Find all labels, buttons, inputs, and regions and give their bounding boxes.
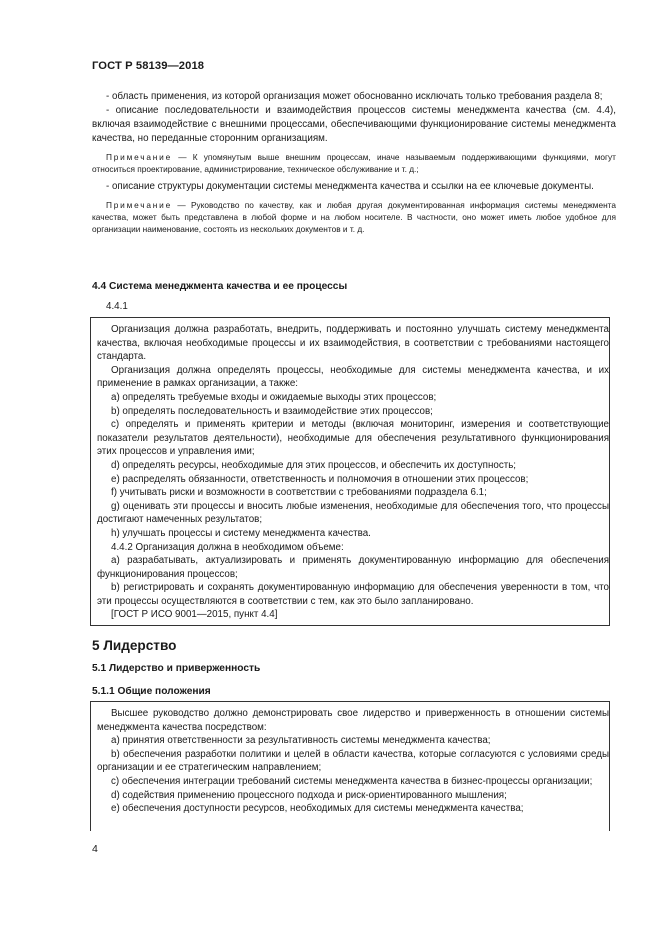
intro-block bbox=[92, 90, 616, 235]
section-heading: 5.1.1 Общие положения bbox=[92, 686, 211, 697]
box-paragraph: h) улучшать процессы и систему менеджмента качества. bbox=[111, 527, 371, 539]
box-paragraph: c) обеспечения интеграции требований системы менеджмента качества в бизнес-процессы организации; bbox=[111, 775, 593, 787]
box-paragraph: 4.4.2 Организация должна в необходимом объеме: bbox=[111, 541, 344, 553]
box-paragraph: b) обеспечения разработки политики и целей в области качества, которые согласуются с условиями среды организации и ее стратегическим направлением; bbox=[97, 748, 609, 774]
note-label: Примечание bbox=[106, 200, 173, 210]
note-text: — Руководство по качеству, как и любая другая документированная информация системы менеджмента качества, может быть представлена в любой форме и на любом носителе. В частности, оно может иметь любое удобное для организации наименование, состоять из нескольких документов и т. д. bbox=[92, 200, 616, 234]
paragraph: - описание структуры документации системы менеджмента качества и ссылки на ее ключевые документы. bbox=[106, 181, 594, 192]
box-paragraph: Высшее руководство должно демонстрировать свое лидерство и приверженность в отношении системы менеджмента качества посредством: bbox=[97, 708, 609, 733]
chapter-heading: 5 Лидерство bbox=[92, 638, 177, 653]
paragraph: - область применения, из которой организация может обоснованно исключать только требования раздела 8; bbox=[106, 91, 603, 102]
note-text: — К упомянутым выше внешним процессам, иначе называемым поддерживающими функциями, могут относиться проектирование, администрирование, техническое обслуживание и т. д.; bbox=[92, 152, 616, 174]
box-paragraph: e) распределять обязанности, ответственность и полномочия в отношении этих процессов; bbox=[111, 473, 529, 485]
paragraph: - описание последовательности и взаимодействия процессов системы менеджмента качества (см. 4.4), включая взаимодействие с внешними процессами, обеспечивающими функционирование системы менеджмента качества, но переданные сторонним организациям. bbox=[92, 105, 616, 144]
quoted-requirements-box bbox=[90, 701, 610, 831]
box-paragraph: d) определять ресурсы, необходимые для этих процессов, и обеспечить их доступность; bbox=[111, 459, 517, 471]
box-paragraph: [ГОСТ Р ИСО 9001—2015, пункт 4.4] bbox=[111, 609, 278, 621]
note bbox=[92, 199, 616, 235]
box-paragraph: a) разрабатывать, актуализировать и применять документированную информацию для обеспечения функционирования процессов; bbox=[97, 555, 609, 580]
box-paragraph: e) обеспечения доступности ресурсов, необходимых для системы менеджмента качества; bbox=[111, 803, 524, 815]
box-paragraph: a) определять требуемые входы и ожидаемые выходы этих процессов; bbox=[111, 391, 437, 403]
box-paragraph: d) содействия применению процессного подхода и риск-ориентированного мышления; bbox=[111, 789, 507, 801]
note bbox=[92, 151, 616, 175]
box-paragraph: b) определять последовательность и взаимодействие этих процессов; bbox=[111, 405, 433, 417]
box-paragraph: f) учитывать риски и возможности в соответствии с требованиями подраздела 6.1; bbox=[111, 487, 487, 499]
page-number: 4 bbox=[92, 843, 98, 855]
box-paragraph: b) регистрировать и сохранять документированную информацию для обеспечения уверенности в том, что эти процессы осуществляются в соответствии с тем, как это было запланировано. bbox=[97, 582, 609, 607]
section-heading: 5.1 Лидерство и приверженность bbox=[92, 663, 261, 674]
box-paragraph: c) определять и применять критерии и методы (включая мониторинг, измерения и соответствующие показатели результатов деятельности), необходимые для обеспечения результативного функционирования этих процессов и управления ими; bbox=[97, 419, 609, 458]
quoted-requirements-box bbox=[90, 317, 610, 626]
section-heading: 4.4 Система менеджмента качества и ее процессы bbox=[92, 281, 348, 292]
box-paragraph: Организация должна разработать, внедрить, поддерживать и постоянно улучшать систему менеджмента качества, включая необходимые процессы и их взаимодействия, в соответствии с требованиями настоящего стандарта. bbox=[97, 324, 609, 363]
clause-number: 4.4.1 bbox=[106, 301, 128, 312]
box-paragraph: a) принятия ответственности за результативность системы менеджмента качества; bbox=[111, 735, 491, 747]
box-paragraph: g) оценивать эти процессы и вносить любые изменения, необходимые для обеспечения того, что процессы достигают намеченных результатов; bbox=[97, 500, 609, 526]
standard-header: ГОСТ Р 58139—2018 bbox=[92, 60, 205, 72]
box-paragraph: Организация должна определять процессы, необходимые для системы менеджмента качества, и их применение в рамках организации, а также: bbox=[97, 364, 609, 390]
note-label: Примечание bbox=[106, 152, 173, 162]
